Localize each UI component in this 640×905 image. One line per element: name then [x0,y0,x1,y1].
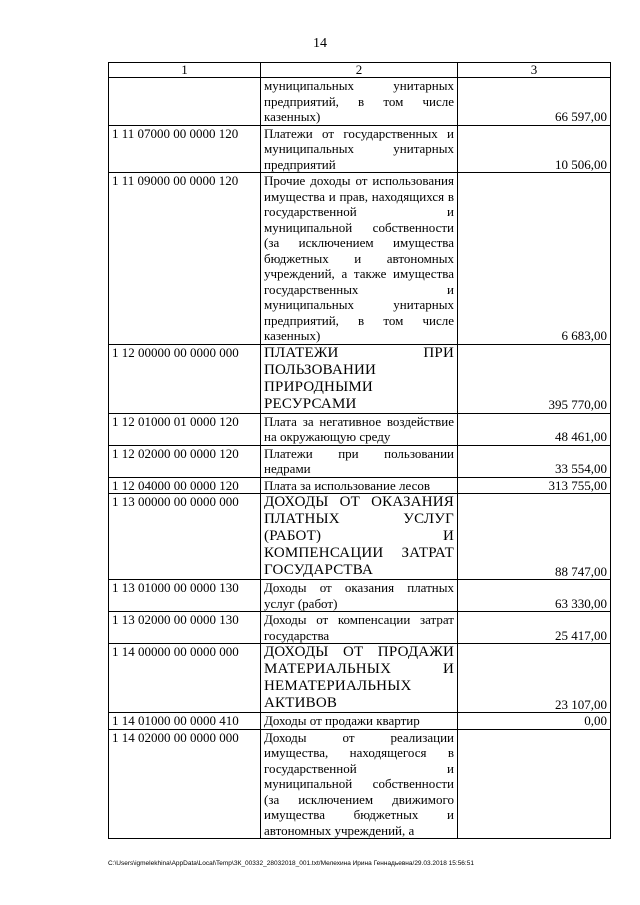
table-row [109,477,611,494]
budget-code-cell: 1 14 01000 00 0000 410 [109,713,261,730]
amount-cell: 25 417,00 [458,612,611,644]
revenue-name-cell: Прочие доходы от использования имущества и прав, находящихся в государственной и муниципальной собственности (за исключением имущества бюджетных и автономных учреждений, а также имущества государственных и муниципальных унитарных предприятий, в том числе казенных) [261,173,458,345]
budget-code-cell: 1 14 02000 00 0000 000 [109,729,261,839]
file-path-footer: C:\Users\igmelekhina\AppData\Local\Temp\ЗК_00332_28032018_001.txt/Мелехина Ирина Геннадьевна/29.03.2018 15:56:51 [108,860,474,867]
table-row [109,612,611,644]
revenue-name-cell: Доходы от компенсации затрат государства [261,612,458,644]
revenue-name-cell: Платежи при пользовании недрами [261,445,458,477]
budget-code-cell: 1 12 01000 01 0000 120 [109,413,261,445]
amount-cell: 6 683,00 [458,173,611,345]
amount-cell [458,729,611,839]
budget-code-cell: 1 12 00000 00 0000 000 [109,344,261,413]
revenue-name-cell: Плата за использование лесов [261,477,458,494]
revenue-name-cell: Доходы от оказания платных услуг (работ) [261,580,458,612]
revenue-name-cell: ПЛАТЕЖИ ПРИ ПОЛЬЗОВАНИИ ПРИРОДНЫМИ РЕСУРСАМИ [261,344,458,413]
revenue-name-cell: Доходы от продажи квартир [261,713,458,730]
amount-cell: 395 770,00 [458,344,611,413]
table-row [109,729,611,839]
amount-cell: 23 107,00 [458,644,611,713]
budget-code-cell: 1 13 02000 00 0000 130 [109,612,261,644]
amount-cell: 63 330,00 [458,580,611,612]
amount-cell: 313 755,00 [458,477,611,494]
amount-cell: 33 554,00 [458,445,611,477]
column-header-code: 1 [109,63,261,78]
table-row [109,713,611,730]
budget-code-cell [109,78,261,126]
budget-code-cell: 1 13 01000 00 0000 130 [109,580,261,612]
amount-cell: 88 747,00 [458,494,611,580]
revenue-name-cell: Платежи от государственных и муниципальных унитарных предприятий [261,125,458,173]
table-row [109,413,611,445]
table-row [109,644,611,713]
budget-code-cell: 1 12 04000 00 0000 120 [109,477,261,494]
table-row [109,173,611,345]
column-header-name: 2 [261,63,458,78]
revenue-name-cell: Плата за негативное воздействие на окружающую среду [261,413,458,445]
revenue-table [108,62,611,839]
revenue-name-cell: Доходы от реализации имущества, находящегося в государственной и муниципальной собственности (за исключением движимого имущества бюджетных и автономных учреждений, а [261,729,458,839]
amount-cell: 48 461,00 [458,413,611,445]
revenue-name-cell: ДОХОДЫ ОТ ПРОДАЖИ МАТЕРИАЛЬНЫХ И НЕМАТЕРИАЛЬНЫХ АКТИВОВ [261,644,458,713]
table-row [109,125,611,173]
table-row [109,580,611,612]
amount-cell: 10 506,00 [458,125,611,173]
table-row [109,344,611,413]
table-row [109,445,611,477]
budget-code-cell: 1 11 09000 00 0000 120 [109,173,261,345]
table-header-row [109,63,611,78]
amount-cell: 66 597,00 [458,78,611,126]
budget-code-cell: 1 13 00000 00 0000 000 [109,494,261,580]
table-row [109,494,611,580]
revenue-name-cell: ДОХОДЫ ОТ ОКАЗАНИЯ ПЛАТНЫХ УСЛУГ (РАБОТ) И КОМПЕНСАЦИИ ЗАТРАТ ГОСУДАРСТВА [261,494,458,580]
budget-code-cell: 1 12 02000 00 0000 120 [109,445,261,477]
column-header-amount: 3 [458,63,611,78]
amount-cell: 0,00 [458,713,611,730]
table-row [109,78,611,126]
budget-code-cell: 1 11 07000 00 0000 120 [109,125,261,173]
budget-code-cell: 1 14 00000 00 0000 000 [109,644,261,713]
page-number: 14 [313,36,327,51]
revenue-name-cell: муниципальных унитарных предприятий, в том числе казенных) [261,78,458,126]
